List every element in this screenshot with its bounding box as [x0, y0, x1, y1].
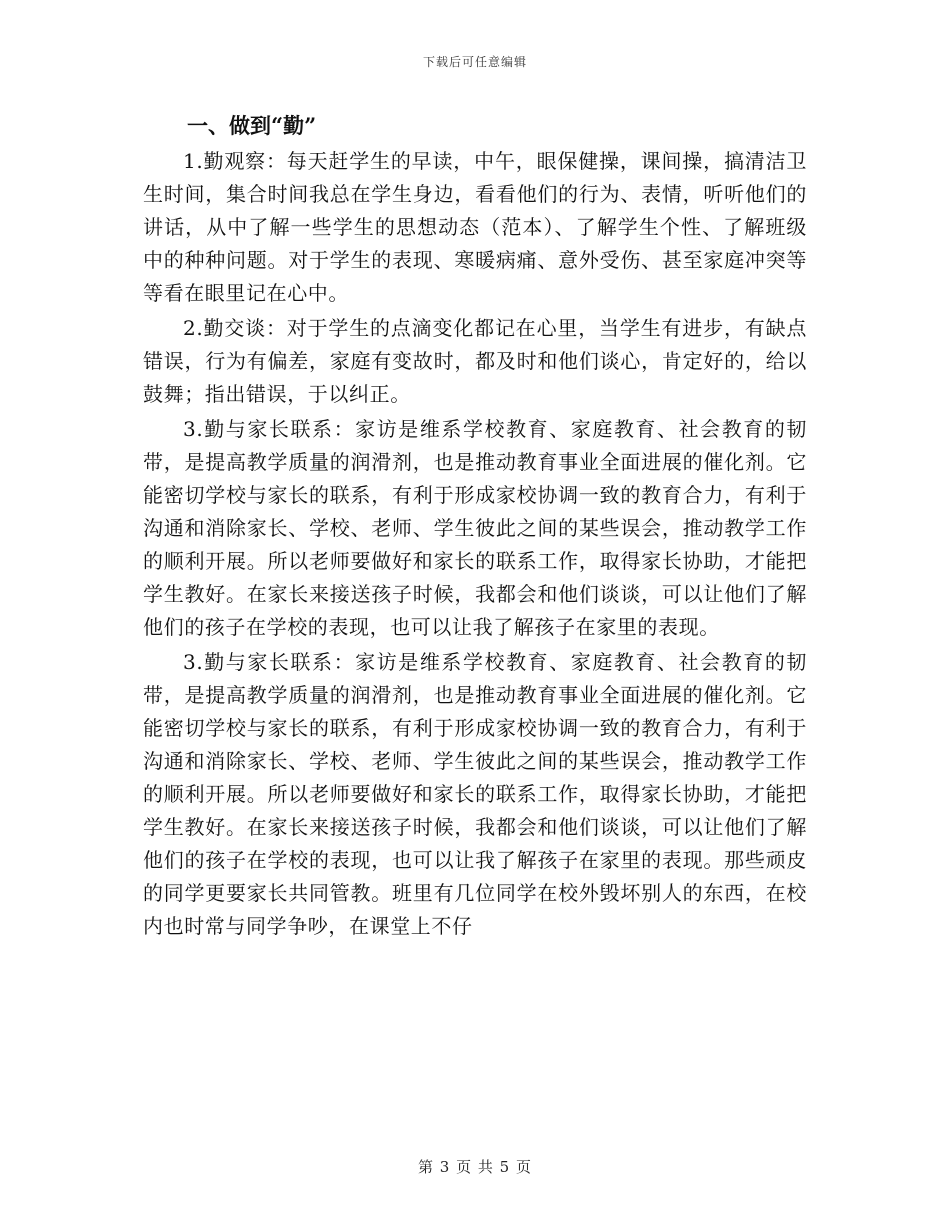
- page-footer: 第 3 页 共 5 页: [418, 1158, 532, 1176]
- paragraph-observe: 1.勤观察：每天赶学生的早读，中午，眼保健操，课间操，搞清洁卫生时间，集合时间我总在学生身边，看看他们的行为、表情，听听他们的讲话，从中了解一些学生的思想动态（范本）、了解学生个性、了解班级中的种种问题。对于学生的表现、寒暖病痛、意外受伤、甚至家庭冲突等等看在眼里记在心中。: [143, 149, 807, 305]
- paragraph-parent-contact-repeat: 3.勤与家长联系：家访是维系学校教育、家庭教育、社会教育的韧带，是提高教学质量的润滑剂，也是推动教育事业全面进展的催化剂。它能密切学校与家长的联系，有利于形成家校协调一致的教育合力，有利于沟通和消除家长、学校、老师、学生彼此之间的某些误会，推动教学工作的顺利开展。所以老师要做好和家长的联系工作，取得家长协助，才能把学生教好。在家长来接送孩子时候，我都会和他们谈谈，可以让他们了解他们的孩子在学校的表现，也可以让我了解孩子在家里的表现。那些顽皮的同学更要家长共同管教。班里有几位同学在校外毁坏别人的东西，在校内也时常与同学争吵，在课堂上不仔: [143, 650, 807, 938]
- paragraph-talk: 2.勤交谈：对于学生的点滴变化都记在心里，当学生有进步，有缺点错误，行为有偏差，家庭有变故时，都及时和他们谈心，肯定好的，给以鼓舞；指出错误，于以纠正。: [143, 316, 807, 406]
- paragraph-parent-contact: 3.勤与家长联系：家访是维系学校教育、家庭教育、社会教育的韧带，是提高教学质量的润滑剂，也是推动教育事业全面进展的催化剂。它能密切学校与家长的联系，有利于形成家校协调一致的教育合力，有利于沟通和消除家长、学校、老师、学生彼此之间的某些误会，推动教学工作的顺利开展。所以老师要做好和家长的联系工作，取得家长协助，才能把学生教好。在家长来接送孩子时候，我都会和他们谈谈，可以让他们了解他们的孩子在学校的表现，也可以让我了解孩子在家里的表现。: [143, 417, 807, 639]
- section-heading: 一、做到“勤”: [187, 113, 317, 138]
- page-header: 下载后可任意编辑: [422, 55, 527, 69]
- document-body: [143, 107, 807, 943]
